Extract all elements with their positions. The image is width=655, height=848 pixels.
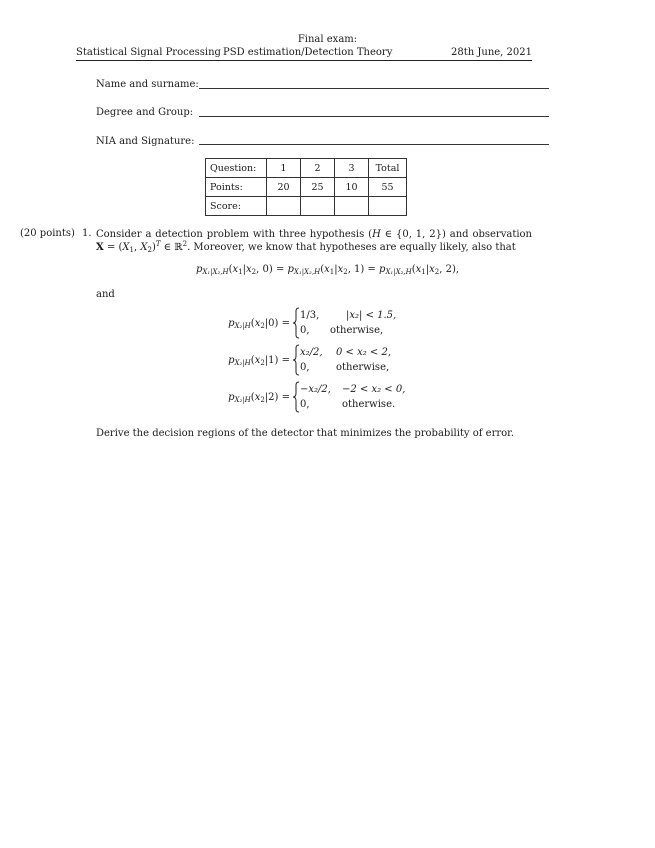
course-name: Statistical Signal Processing [76, 47, 221, 58]
question-1-header: 1 [267, 159, 301, 178]
density-h2-lhs: $p_{X_2|H}(x_2|2)$ = [228, 392, 290, 404]
density-h1-cond-1: 0 < x₂ < 2, [336, 347, 392, 358]
density-h0 [0, 307, 655, 339]
header-rule [76, 60, 532, 61]
exam-header [76, 47, 532, 60]
table-row [206, 159, 407, 178]
degree-field-label: Degree and Group: [96, 107, 194, 118]
density-h1 [0, 344, 655, 376]
question-statement: Consider a detection problem with three hypothesis (H ∈ {0, 1, 2}) and observation $X = (X_1$, $X_2)^T$ ∈ ℝ$^2$. Moreover, we know that hypotheses are equally likely, also that [96, 229, 532, 254]
exam-topic: PSD estimation/Detection Theory [223, 47, 393, 58]
score-q2[interactable] [301, 197, 335, 216]
conditional-density-equation: $p_{X_1|X_2,H}(x_1|x_2$, $0) = p_{X_1|X_2,H}(x_1|x_2$, $1) = p_{X_1|X_2,H}(x_1|x_2$, 2), [195, 264, 460, 276]
row-label-question: Question: [206, 159, 267, 178]
density-h2-cond-1: −2 < x₂ < 0, [342, 384, 406, 395]
row-label-score: Score: [206, 197, 267, 216]
name-field-line[interactable] [199, 88, 549, 89]
nia-field-line[interactable] [199, 144, 549, 145]
nia-field-label: NIA and Signature: [96, 136, 195, 147]
density-h0-cond-2: otherwise, [330, 325, 384, 336]
density-h1-value-1: x₂/2, [300, 347, 323, 358]
total-header: Total [369, 159, 407, 178]
score-q1[interactable] [267, 197, 301, 216]
table-row [206, 197, 407, 216]
density-h2 [0, 381, 655, 413]
score-table [205, 158, 407, 216]
question-number: 1. [82, 228, 92, 239]
and-connector: and [96, 289, 115, 300]
exam-title: Final exam: [297, 34, 358, 45]
question-points: (20 points) [20, 228, 75, 239]
left-brace-icon [292, 307, 300, 339]
density-h0-value-1: 1/3, [300, 310, 320, 321]
name-field-label: Name and surname: [96, 79, 199, 90]
density-h1-cond-2: otherwise, [336, 362, 390, 373]
question-3-header: 3 [335, 159, 369, 178]
score-q3[interactable] [335, 197, 369, 216]
exam-date: 28th June, 2021 [451, 47, 532, 58]
points-total: 55 [369, 178, 407, 197]
density-h2-value-1: −x₂/2, [300, 384, 331, 395]
points-q3: 10 [335, 178, 369, 197]
left-brace-icon [292, 381, 300, 413]
density-h0-value-2: 0, [300, 325, 310, 336]
density-h1-value-2: 0, [300, 362, 310, 373]
question-2-header: 2 [301, 159, 335, 178]
density-h0-cond-1: |x₂| < 1.5, [346, 310, 397, 321]
density-h0-lhs: $p_{X_2|H}(x_2|0)$ = [228, 318, 290, 330]
density-h2-cond-2: otherwise. [342, 399, 396, 410]
density-h2-value-2: 0, [300, 399, 310, 410]
points-q2: 25 [301, 178, 335, 197]
question-instruction: Derive the decision regions of the detector that minimizes the probability of error. [96, 428, 515, 439]
degree-field-line[interactable] [199, 116, 549, 117]
density-h1-lhs: $p_{X_2|H}(x_2|1)$ = [228, 355, 290, 367]
points-q1: 20 [267, 178, 301, 197]
row-label-points: Points: [206, 178, 267, 197]
left-brace-icon [292, 344, 300, 376]
score-total[interactable] [369, 197, 407, 216]
table-row [206, 178, 407, 197]
